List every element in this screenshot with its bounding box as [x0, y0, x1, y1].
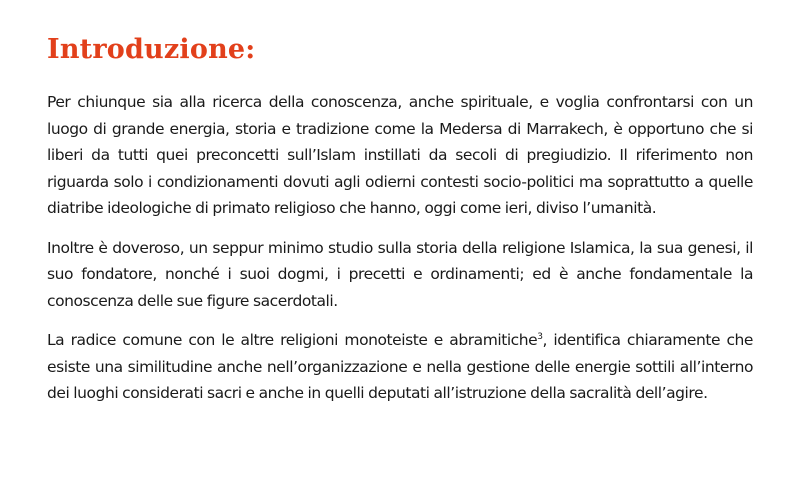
paragraph-3	[47, 327, 753, 407]
section-title: Introduzione:	[47, 34, 256, 65]
paragraph-3-text-start: La radice comune con le altre religioni monoteiste e abramitiche	[47, 331, 538, 349]
paragraph-2: Inoltre è doveroso, un seppur minimo studio sulla storia della religione Islamica, la sua genesi, il suo fondatore, nonché i suoi dogmi, i precetti e ordinamenti; ed è anche fondamentale la conoscenza delle sue figure sacerdotali.	[47, 238, 753, 310]
document-page	[47, 30, 753, 420]
paragraph-1: Per chiunque sia alla ricerca della conoscenza, anche spirituale, e voglia confrontarsi con un luogo di grande energia, storia e tradizione come la Medersa di Marrakech, è opportuno che si liberi da tutti quei preconcetti sull’Islam instillati da secoli di pregiudizio. Il riferimento non riguarda solo i condizionamenti dovuti agli odierni contesti socio-politici ma soprattutto a quelle diatribe ideologiche di primato religioso che hanno, oggi come ieri, diviso l’umanità.	[47, 93, 753, 217]
paragraph-3-text-end: , identifica chiaramente che esiste una similitudine anche nell’organizzazione e nella gestione delle energie sottili all’interno dei luoghi considerati sacri e anche in quelli deputati all’istruzione della sacralità dell’agire.	[47, 331, 753, 402]
footnote-reference[interactable]: 3	[537, 331, 543, 342]
